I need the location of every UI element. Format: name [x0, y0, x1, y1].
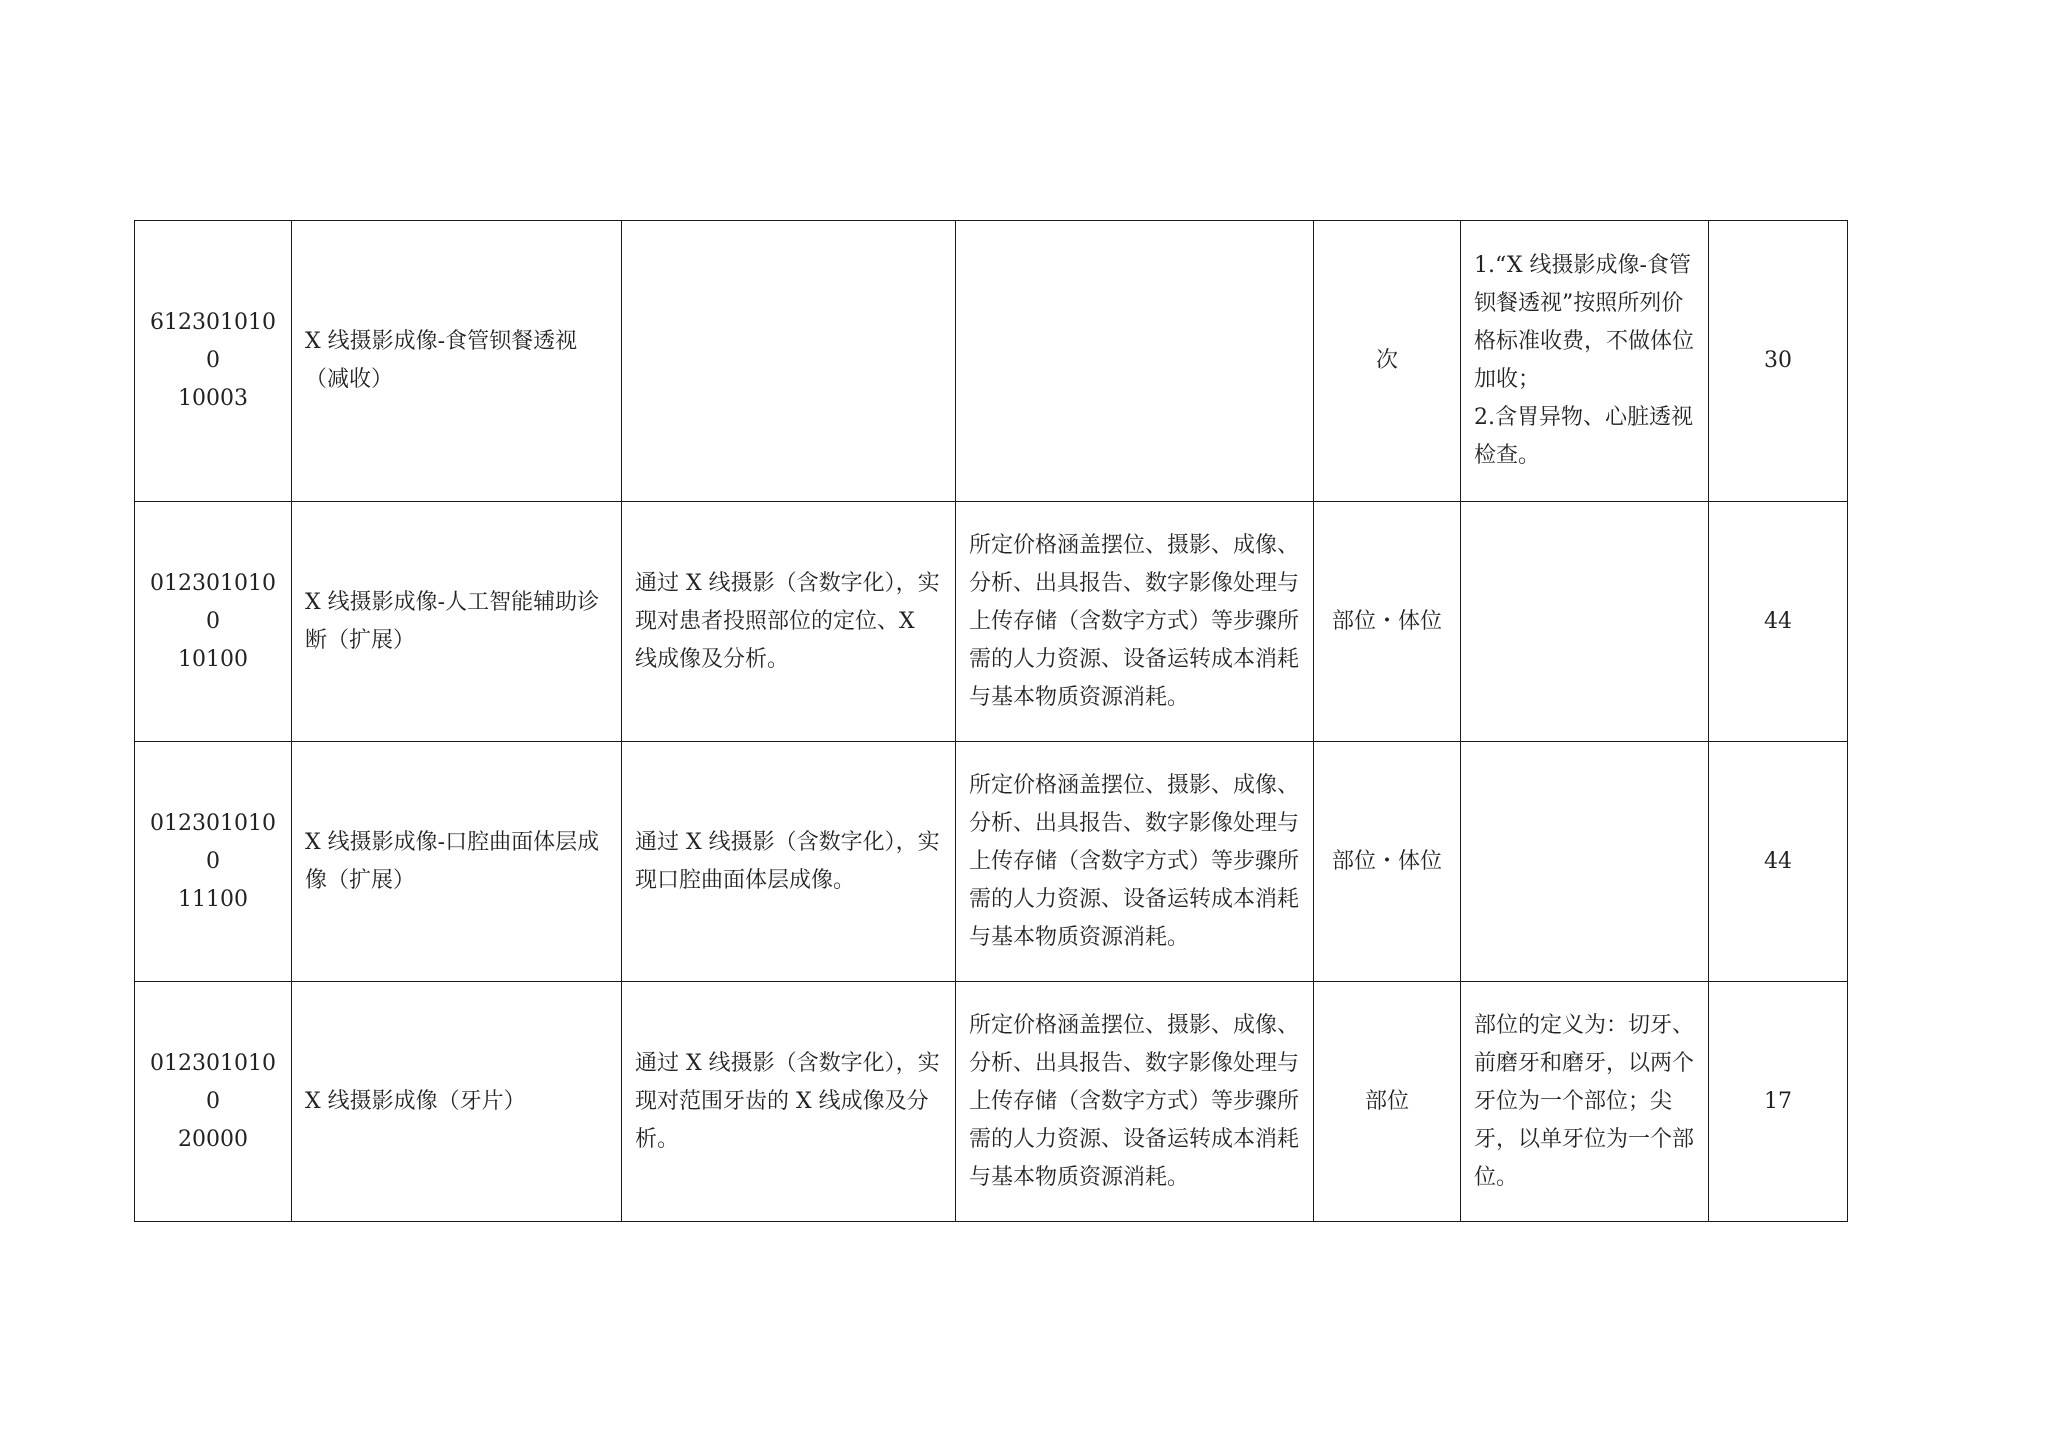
notes-cell: [1461, 221, 1709, 502]
item-code-cell: [135, 982, 292, 1222]
note-line: 2.含胃异物、心脏透视检查。: [1474, 405, 1693, 468]
connotation-cell: 通过 X 线摄影（含数字化），实现口腔曲面体层成像。: [622, 742, 956, 982]
unit-cell: 部位・体位: [1314, 502, 1461, 742]
table-row: [135, 982, 1848, 1222]
item-name-cell: X 线摄影成像（牙片）: [292, 982, 622, 1222]
item-code-cell: [135, 502, 292, 742]
note-line: 部位的定义为：切牙、前磨牙和磨牙，以两个牙位为一个部位；尖牙，以单牙位为一个部位。: [1474, 1012, 1695, 1190]
item-code-part: 10100: [178, 646, 248, 672]
item-code-part: 0123010100: [150, 810, 276, 874]
unit-cell: 部位・体位: [1314, 742, 1461, 982]
item-code-part: 20000: [178, 1126, 248, 1152]
unit-cell: 部位: [1314, 982, 1461, 1222]
item-code-part: 6123010100: [150, 310, 276, 373]
price-cell: 17: [1709, 982, 1848, 1222]
included-cell: 所定价格涵盖摆位、摄影、成像、分析、出具报告、数字影像处理与上传存储（含数字方式）等步骤所需的人力资源、设备运转成本消耗与基本物质资源消耗。: [956, 502, 1314, 742]
price-cell: 44: [1709, 502, 1848, 742]
item-name-cell: X 线摄影成像-食管钡餐透视（减收）: [292, 221, 622, 502]
notes-cell: [1461, 742, 1709, 982]
item-code-cell: [135, 221, 292, 502]
included-cell: [956, 221, 1314, 502]
connotation-cell: [622, 221, 956, 502]
item-code-cell: [135, 742, 292, 982]
connotation-cell: 通过 X 线摄影（含数字化），实现对患者投照部位的定位、X 线成像及分析。: [622, 502, 956, 742]
price-cell: 30: [1709, 221, 1848, 502]
unit-cell: 次: [1314, 221, 1461, 502]
notes-cell: [1461, 502, 1709, 742]
included-cell: 所定价格涵盖摆位、摄影、成像、分析、出具报告、数字影像处理与上传存储（含数字方式）等步骤所需的人力资源、设备运转成本消耗与基本物质资源消耗。: [956, 742, 1314, 982]
table-row: [135, 221, 1848, 502]
note-line: 1.“X 线摄影成像-食管钡餐透视”按照所列价格标准收费，不做体位加收；: [1474, 253, 1695, 392]
connotation-cell: 通过 X 线摄影（含数字化），实现对范围牙齿的 X 线成像及分析。: [622, 982, 956, 1222]
included-cell: 所定价格涵盖摆位、摄影、成像、分析、出具报告、数字影像处理与上传存储（含数字方式）等步骤所需的人力资源、设备运转成本消耗与基本物质资源消耗。: [956, 982, 1314, 1222]
item-code-part: 10003: [178, 386, 248, 411]
notes-cell: [1461, 982, 1709, 1222]
item-name-cell: X 线摄影成像-口腔曲面体层成像（扩展）: [292, 742, 622, 982]
item-name-cell: X 线摄影成像-人工智能辅助诊断（扩展）: [292, 502, 622, 742]
table-row: [135, 502, 1848, 742]
item-code-part: 0123010100: [150, 570, 276, 634]
item-code-part: 0123010100: [150, 1050, 276, 1114]
pricing-table: [134, 220, 1848, 1222]
table-row: [135, 742, 1848, 982]
price-cell: 44: [1709, 742, 1848, 982]
item-code-part: 11100: [178, 886, 248, 912]
